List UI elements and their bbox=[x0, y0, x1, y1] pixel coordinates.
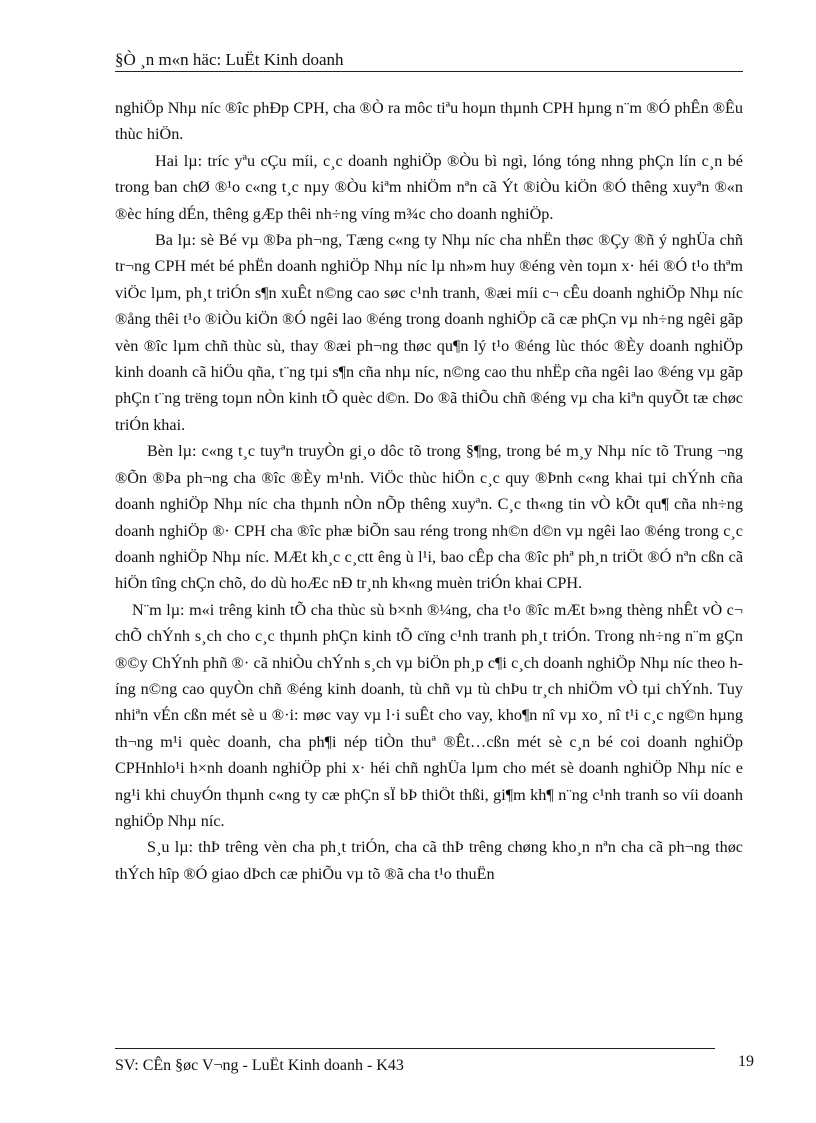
paragraph-bon-la: Bèn lµ: c«ng t¸c tuyªn truyÒn gi¸o dôc tõ trong §¶ng, trong bé m¸y Nhµ níc tõ Trung ¬ng ®Õn ®Þa ph¬ng cha ®îc ®Èy m¹nh. ViÖc thùc hiÖn c¸c quy ®Þnh c«ng khai tµi chÝnh cña doanh nghiÖp Nhµ níc cha thµnh nÒn nÕp thêng xuyªn. C¸c th«ng tin vÒ kÕt qu¶ cña nh÷ng doanh nghiÖp ®· CPH cha ®îc phæ biÕn sau réng trong nh©n d©n vµ ngêi lao ®éng trong c¸c doanh nghiÖp Nhµ níc. MÆt kh¸c c¸ctt êng ù l¹i, bao cÊp cha ®îc phª ph¸n triÖt ®Ó nªn cßn cã hiÖn tîng chÇn chõ, do dù hoÆc nÐ tr¸nh kh«ng muèn triÓn khai CPH. bbox=[115, 442, 743, 593]
paragraph-ba-la: Ba lµ: sè Bé vµ ®Þa ph¬ng, Tæng c«ng ty Nhµ níc cha nhËn thøc ®Çy ®ñ ý nghÜa chñ tr¬ng CPH mét bé phËn doanh nghiÖp Nhµ níc lµ nh»m huy ®éng vèn toµn x· héi ®Ó t¹o thªm viÖc lµm, ph¸t triÓn s¶n xuÊt n©ng cao søc c¹nh tranh, ®æi míi c¬ cÊu doanh nghiÖp Nhµ níc ®ång thêi t¹o ®iÒu kiÖn ®Ó ngêi lao ®éng trong doanh nghiÖp cã cæ phÇn vµ nh÷ng ngêi gãp vèn ®îc lµm chñ thùc sù, thay ®æi ph¬ng thøc qu¶n lý t¹o ®éng lùc thóc ®Èy doanh nghiÖp kinh doanh cã hiÖu qña, t¨ng tµi s¶n cña nhµ níc, n©ng cao thu nhËp cña ngêi lao ®éng vµ gãp phÇn t¨ng trëng toµn nÒn kinh tÕ quèc d©n. Do ®ã thiÕu chñ ®éng vµ cha kiªn quyÕt tæ chøc triÓn khai. bbox=[115, 231, 743, 434]
page-footer: SV: CÊn §øc V¬ng - LuËt Kinh doanh - K43 bbox=[115, 1057, 404, 1074]
paragraph-hai-la: Hai lµ: tríc yªu cÇu míi, c¸c doanh nghiÖp ®Òu bì ngì, lóng tóng nhng phÇn lín c¸n bé trong ban chØ ®¹o c«ng t¸c nµy ®Òu kiªm nhiÖm nªn cã Ýt ®iÒu kiÖn ®Ó thêng xuyªn ®«n ®èc híng dÉn, thêng gÆp thêi nh÷ng víng m¾c cho doanh nghiÖp. bbox=[115, 151, 743, 223]
paragraph-continuation: nghiÖp Nhµ níc ®îc phÐp CPH, cha ®Ò ra môc tiªu hoµn thµnh CPH hµng n¨m ®Ó phÊn ®Êu thùc hiÖn. bbox=[115, 99, 743, 144]
footer-divider bbox=[115, 1048, 715, 1049]
page-number: 19 bbox=[738, 1053, 754, 1070]
page-header: §Ò ¸n m«n häc: LuËt Kinh doanh bbox=[115, 50, 344, 69]
paragraph-nam-la: N¨m lµ: m«i trêng kinh tÕ cha thùc sù b×nh ®¼ng, cha t¹o ®îc mÆt b»ng thèng nhÊt vÒ c¬ chÕ chÝnh s¸ch cho c¸c thµnh phÇn kinh tÕ cïng c¹nh tranh ph¸t triÓn. Trong nh÷ng n¨m gÇn ®©y ChÝnh phñ ®· cã nhiÒu chÝnh s¸ch vµ biÖn ph¸p c¶i c¸ch doanh nghiÖp Nhµ níc theo híng n©ng cao quyÒn chñ ®éng kinh doanh, tù chñ vµ tù chÞu tr¸ch nhiÖm vÒ tµi chÝnh. Tuy nhiªn vÉn cßn mét sè u ®·i: møc vay vµ l·i suÊt cho vay, kho¶n nî vµ xo¸ nî t¹i c¸c ng©n hµng th¬ng m¹i quèc doanh, cha ph¶i nép tiÒn thuª ®Êt…cßn mét sè c¸n bé coi doanh nghiÖp CPHnhlo¹i h×nh doanh nghiÖp phi x· héi chñ nghÜa lµm cho mét sè doanh nghiÖp Nhµ níc e ng¹i khi chuyÓn thµnh c«ng ty cæ phÇn sÏ bÞ thiÖt thßi, gi¶m kh¶ n¨ng c¹nh tranh so víi doanh nghiÖp Nhµ níc. bbox=[115, 600, 743, 830]
document-body bbox=[115, 95, 743, 887]
paragraph-sau-la: S¸u lµ: thÞ trêng vèn cha ph¸t triÓn, cha cã thÞ trêng chøng kho¸n nªn cha cã ph¬ng thøc thÝch hîp ®Ó giao dÞch cæ phiÕu vµ tõ ®ã cha t¹o thuËn bbox=[115, 838, 743, 883]
header-divider bbox=[115, 71, 743, 72]
